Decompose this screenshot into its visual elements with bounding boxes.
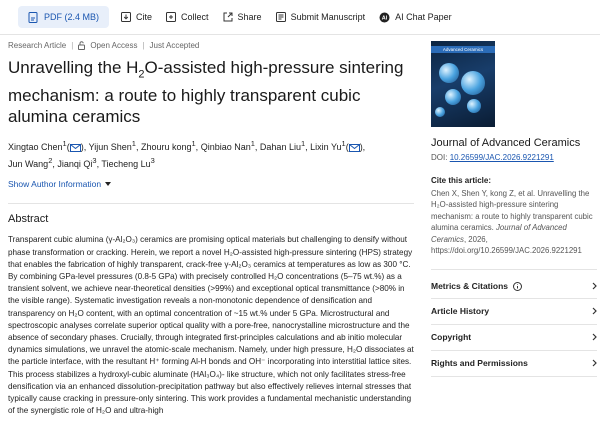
submit-label: Submit Manuscript: [290, 12, 366, 22]
accordion-divider: [431, 269, 597, 270]
doi-line: [431, 153, 600, 162]
cite-button[interactable]: [121, 12, 152, 22]
accordion-divider: [431, 350, 597, 351]
metrics-citations-section[interactable]: [431, 281, 597, 291]
title-part: Unravelling the H: [8, 58, 139, 77]
access-status: Open Access: [90, 41, 138, 50]
article-type: Research Article: [8, 41, 67, 50]
article-meta: [8, 41, 414, 50]
cite-heading: Cite this article:: [431, 176, 492, 185]
author-name[interactable]: Yijun Shen: [88, 142, 132, 153]
affiliation-mark: 3: [150, 156, 155, 166]
manuscript-icon: [276, 12, 286, 22]
chevron-right-icon: [592, 359, 597, 367]
abstract-heading: Abstract: [8, 213, 49, 226]
pdf-icon: [28, 12, 38, 23]
article-history-section[interactable]: [431, 306, 597, 316]
chevron-right-icon: [592, 282, 597, 290]
author-name[interactable]: Jianqi Qi: [57, 159, 93, 170]
article-sidebar: [431, 41, 600, 368]
article-main: [8, 41, 414, 417]
svg-text:AI: AI: [381, 15, 388, 22]
ai-chat-button[interactable]: [379, 12, 452, 23]
collect-label: Collect: [181, 12, 209, 22]
citation-journal: Journal of Advanced Ceramics: [431, 223, 567, 244]
affiliation-mark: 1: [131, 139, 136, 149]
journal-cover-image[interactable]: [431, 41, 495, 127]
title-part: O-assisted high-pressure sintering mechanism: a route to highly transparent cubic alumina ceramics: [8, 58, 404, 127]
pdf-label: PDF (2.4 MB): [44, 12, 100, 22]
author-list: Xingtao Chen$^1$( ), Yijun Shen$^1$, Zhouru kong$^1$, Qinbiao Nan$^1$, Dahan Liu$^1$, Lixin Yu$^1$( ), Jun Wang$^2$, Jianqi Qi$^3$, Tiecheng Lu$^3$: [8, 139, 366, 170]
affiliation-mark: 1: [191, 139, 196, 149]
cover-graphic: [467, 99, 481, 113]
email-icon[interactable]: [70, 144, 81, 152]
meta-separator: |: [142, 41, 145, 50]
copyright-section[interactable]: [431, 332, 597, 342]
show-author-information-toggle[interactable]: [8, 179, 414, 189]
affiliation-mark: 1: [300, 139, 306, 149]
cover-band: [431, 46, 495, 53]
citation-tail: , 2026, https://doi.org/10.26599/JAC.2026.9221291: [431, 234, 582, 256]
chevron-right-icon: [592, 307, 597, 315]
doi-label: DOI:: [431, 153, 448, 162]
citation-body: Chen X, Shen Y, kong Z, et al. Unravelling the H₂O-assisted high-pressure sintering mechanism: a route to highly transparent cubic alumina ceramics.: [431, 189, 593, 233]
chevron-right-icon: [592, 333, 597, 341]
section-divider: [8, 203, 414, 204]
article-toolbar: [0, 0, 600, 34]
doi-link[interactable]: 10.26599/JAC.2026.9221291: [449, 153, 554, 162]
article-title: [8, 57, 414, 127]
section-label: Rights and Permissions: [431, 358, 528, 368]
author-name[interactable]: Qinbiao Nan: [200, 142, 251, 153]
citation-text: [431, 188, 600, 256]
ai-chat-icon: [379, 12, 390, 23]
affiliation-mark: 1: [341, 139, 346, 149]
cover-graphic: [439, 63, 459, 83]
cover-graphic: [445, 89, 461, 105]
section-label: Article History: [431, 306, 490, 316]
share-label: Share: [237, 12, 262, 22]
title-subscript: 2: [138, 68, 145, 81]
affiliation-mark: 1: [62, 139, 67, 149]
open-lock-icon: [78, 41, 85, 50]
share-button[interactable]: [223, 12, 262, 22]
abstract-text: Transparent cubic alumina (γ-Al₂O₃) ceramics are promising optical materials but challenging to densify without phase transformation or cracking. Herein, we report a novel H₂O-assisted high-pressure sintering (HPS) strategy that enables the fabrication of highly transparent, crack-free γ-Al₂O₃ ceramics at temperatures as low as 300 °C. By combining GPa-level pressures (0.8-5 GPa) with precisely controlled H₂O concentrations (5–75 wt.%) as a transient solvent, we achieve near-theoretical densities (>99%) and exceptional optical transmittance (>80% in the visible range). Systematic investigation reveals a non-monotonic dependence of densification and transparency on H₂O content, with an optimal concentration of ~15 wt.% under 5 GPa. Microstructural and spectroscopic analyses correlate superior optical quality with a pore-free, nanocrystalline microstructure and the absence of secondary phases. Crucially, through integrated first-principles calculations and ab initio molecular dynamics simulations, we unravel the atomic-scale mechanism. Namely, under high pressure, H₂O dissociates at the particle interface, with the resultant H⁺ forming Al-H bonds and OH⁻ incorporating into interstitial lattice sites. This process stabilizes a hydroxyl-cubic aluminate (HAl₃O₄)- like structure, which not only facilitates stress-free densification via an enhanced dissolution-precipitation pathway but also effectively relieves internal stresses that typically cause cracking in pressure-only sintering. This work provides a fundamental mechanistic understanding of the synergistic role of H₂O and ultra-high: [8, 235, 414, 416]
show-author-label: Show Author Information: [8, 179, 102, 190]
accordion-divider: [431, 376, 597, 377]
journal-name: Journal of Advanced Ceramics: [431, 137, 581, 149]
email-icon[interactable]: [349, 144, 360, 152]
caret-down-icon: [105, 182, 111, 186]
cover-title: Advanced Ceramics: [442, 47, 484, 52]
rights-permissions-section[interactable]: [431, 358, 597, 368]
affiliation-mark: 2: [48, 156, 53, 166]
cover-graphic: [435, 107, 445, 117]
publication-status: Just Accepted: [149, 41, 200, 50]
share-icon: [223, 12, 233, 22]
section-label: Metrics & Citations: [431, 281, 508, 291]
toolbar-divider: [0, 34, 600, 35]
cite-label: Cite: [136, 12, 153, 22]
info-icon[interactable]: [513, 282, 522, 291]
cover-graphic: [461, 71, 485, 95]
affiliation-mark: 3: [92, 156, 97, 166]
ai-chat-label: AI Chat Paper: [395, 12, 452, 22]
author-name[interactable]: Tiecheng Lu: [101, 159, 151, 170]
author-name[interactable]: Dahan Liu: [259, 142, 301, 153]
pdf-download-button[interactable]: [18, 6, 109, 28]
accordion-divider: [431, 324, 597, 325]
author-name[interactable]: Zhouru kong: [140, 142, 192, 153]
submit-manuscript-button[interactable]: [276, 12, 366, 22]
affiliation-mark: 1: [250, 139, 255, 149]
meta-separator: |: [71, 41, 74, 50]
cite-icon: [121, 12, 131, 22]
collect-button[interactable]: [166, 12, 209, 22]
accordion-divider: [431, 298, 597, 299]
author-name[interactable]: Lixin Yu: [310, 142, 342, 153]
section-label: Copyright: [431, 332, 472, 342]
collect-icon: [166, 12, 176, 22]
author-name[interactable]: Jun Wang: [8, 159, 49, 170]
author-name[interactable]: Xingtao Chen: [8, 142, 63, 153]
